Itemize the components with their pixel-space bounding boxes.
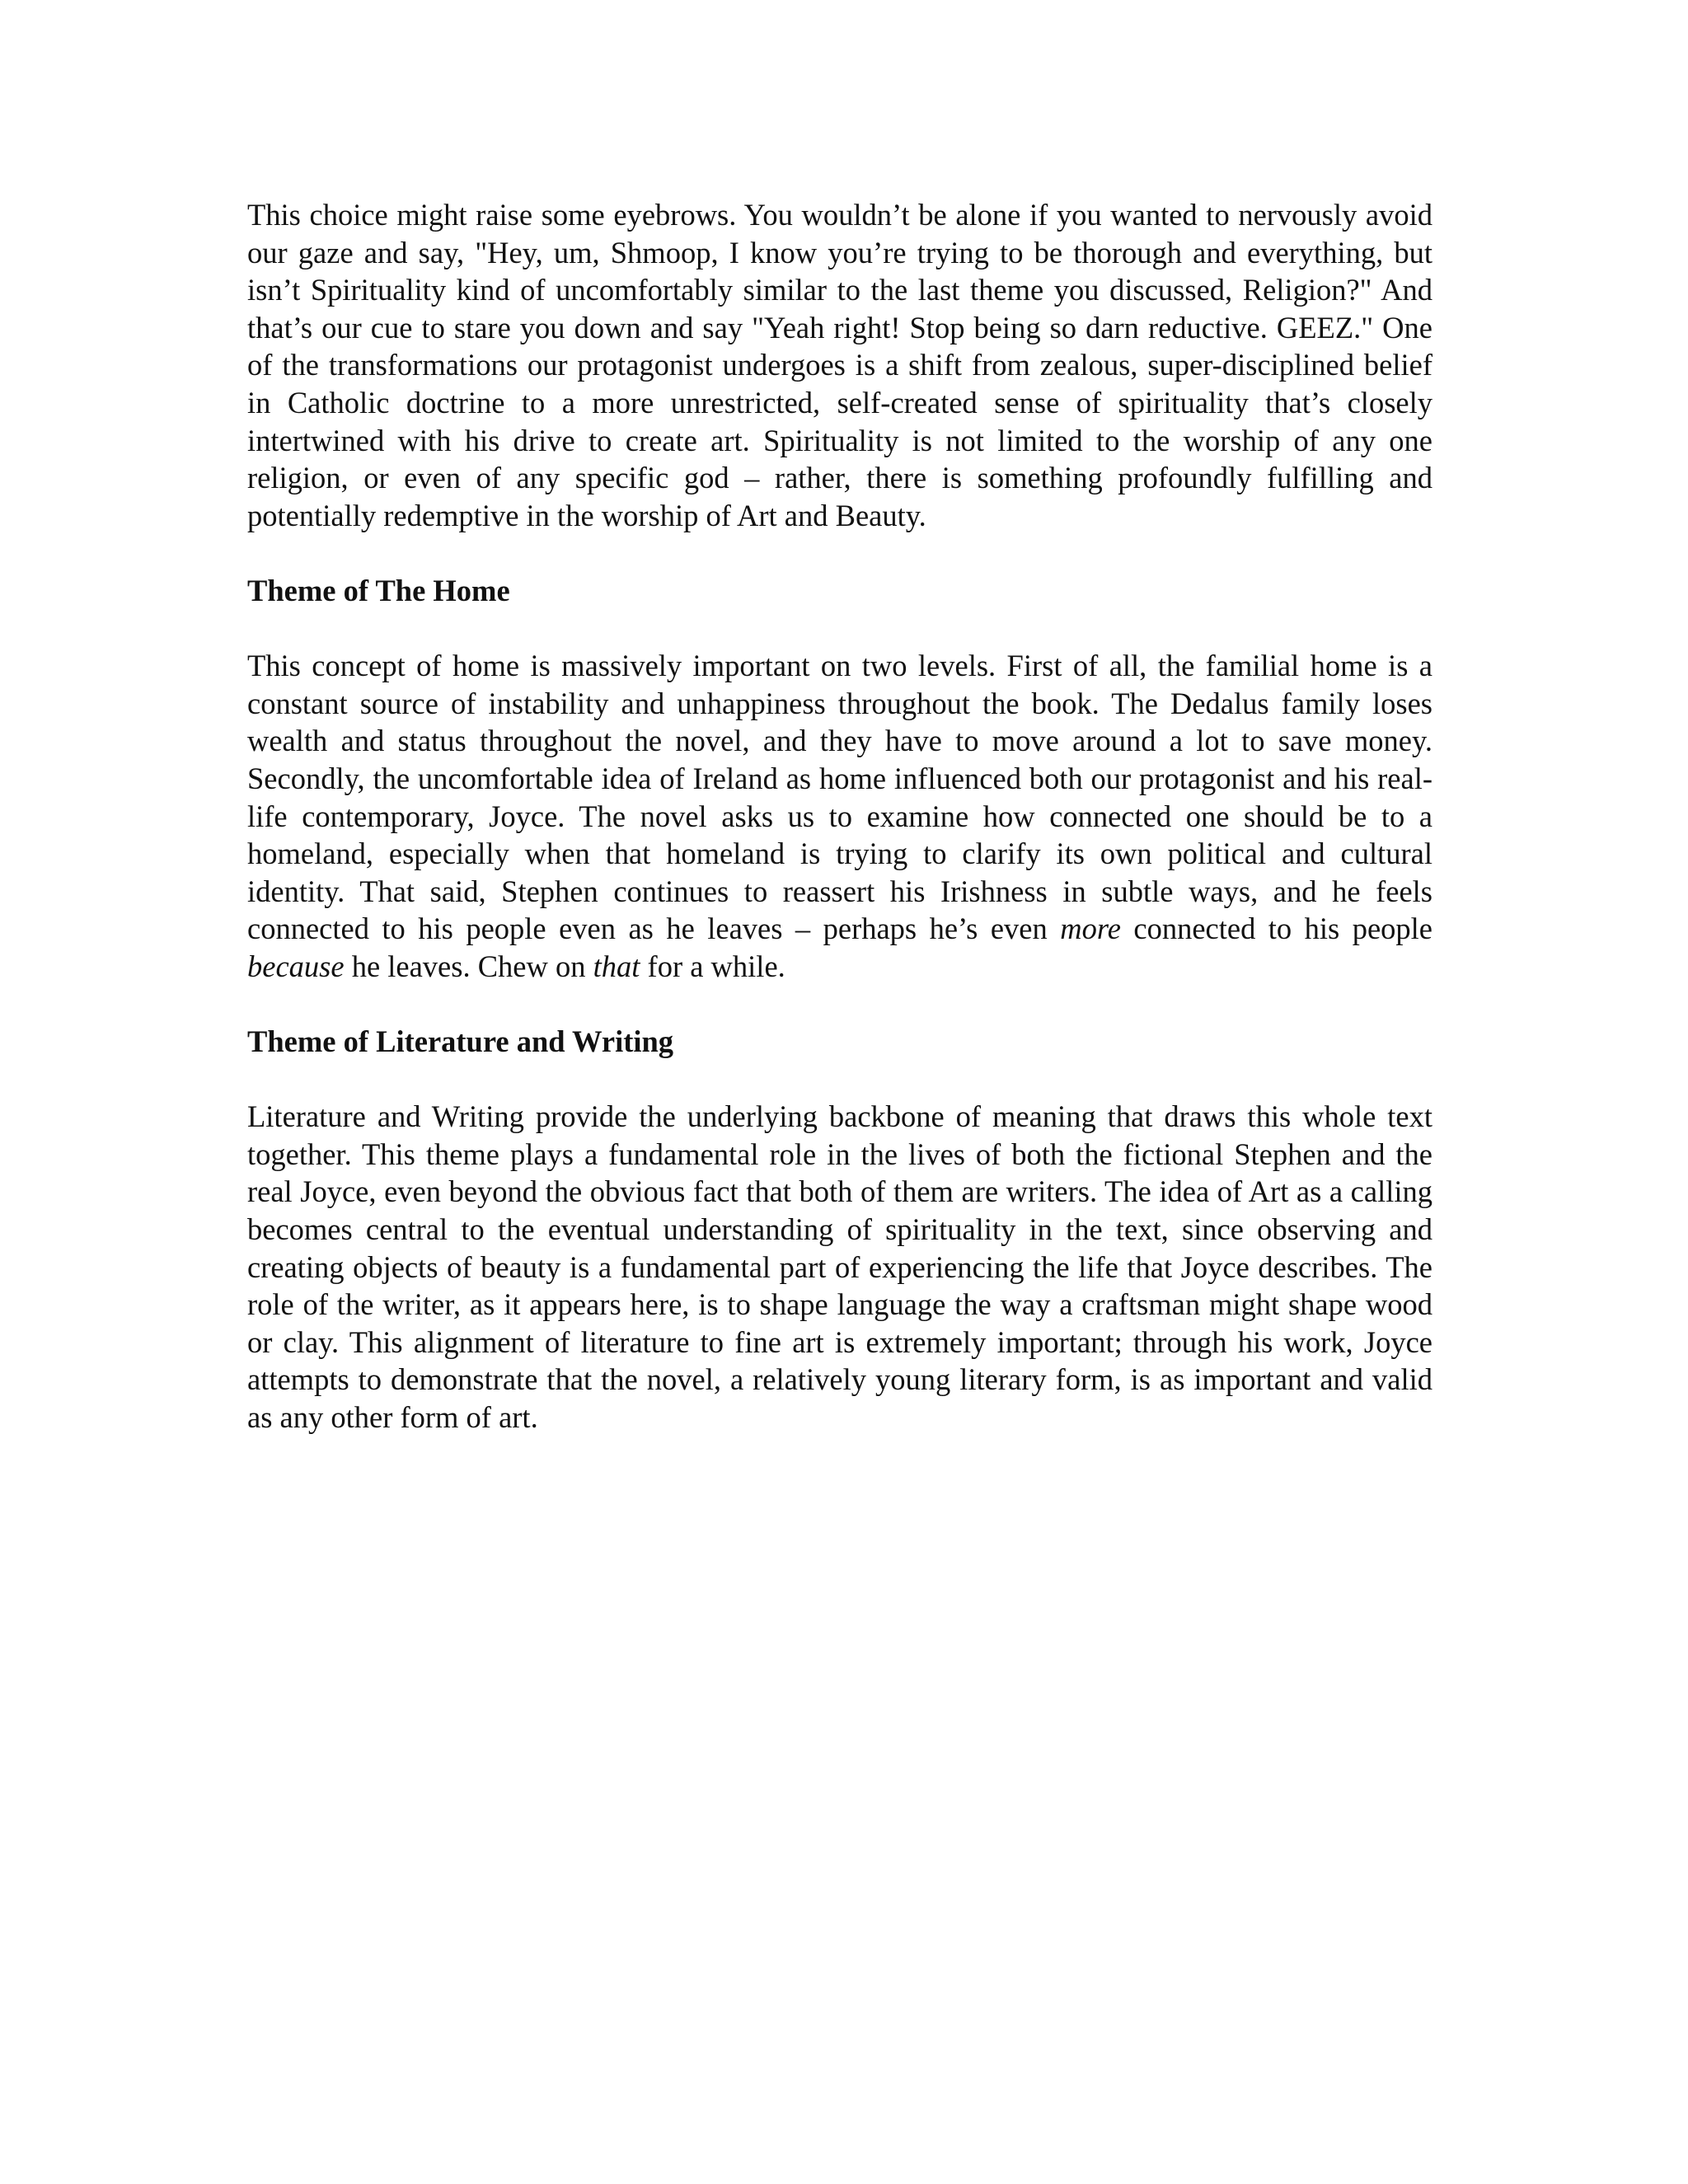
emphasis-that: that	[593, 949, 640, 983]
paragraph-home	[247, 647, 1432, 985]
paragraph-literature: Literature and Writing provide the underlying backbone of meaning that draws this whole text together. This theme plays a fundamental role in the lives of both the fictional Stephen and the real Joyce, even beyond the obvious fact that both of them are writers. The idea of Art as a calling becomes central to the eventual understanding of spirituality in the text, since observing and creating objects of beauty is a fundamental part of experiencing the life that Joyce describes. The role of the writer, as it appears here, is to shape language the way a craftsman might shape wood or clay. This alignment of literature to fine art is extremely important; through his work, Joyce attempts to demonstrate that the novel, a relatively young literary form, is as important and valid as any other form of art.	[247, 1099, 1432, 1434]
paragraph-home-text-4: for a while.	[640, 949, 785, 983]
heading-theme-literature: Theme of Literature and Writing	[247, 1024, 674, 1059]
paragraph-spirituality: This choice might raise some eyebrows. You wouldn’t be alone if you wanted to nervously avoid our gaze and say, "Hey, um, Shmoop, I know you’re trying to be thorough and everything, but isn’t Spirituality kind of uncomfortably similar to the last theme you discussed, Religion?" And that’s our cue to stare you down and say "Yeah right! Stop being so darn reductive. GEEZ." One of the transformations our protagonist undergoes is a shift from zealous, super-disciplined belief in Catholic doctrine to a more unrestricted, self-created sense of spirituality that’s closely intertwined with his drive to create art. Spirituality is not limited to the worship of any one religion, or even of any specific god – rather, there is something profoundly fulfilling and potentially redemptive in the worship of Art and Beauty.	[247, 198, 1432, 532]
paragraph-home-text-1: This concept of home is massively important on two levels. First of all, the familial home is a constant source of instability and unhappiness throughout the book. The Dedalus family loses wealth and status throughout the novel, and they have to move around a lot to save money. Secondly, the uncomfortable idea of Ireland as home influenced both our protagonist and his real-life contemporary, Joyce. The novel asks us to examine how connected one should be to a homeland, especially when that homeland is trying to clarify its own political and cultural identity. That said, Stephen continues to reassert his Irishness in subtle ways, and he feels connected to his people even as he leaves – perhaps he’s even	[247, 649, 1432, 946]
emphasis-because: because	[247, 949, 345, 983]
emphasis-more: more	[1060, 912, 1121, 946]
paragraph-home-text-3: he leaves. Chew on	[344, 949, 593, 983]
paragraph-home-text-2: connected to his people	[1120, 912, 1432, 946]
heading-theme-home: Theme of The Home	[247, 573, 510, 607]
document-body	[247, 196, 1432, 1436]
